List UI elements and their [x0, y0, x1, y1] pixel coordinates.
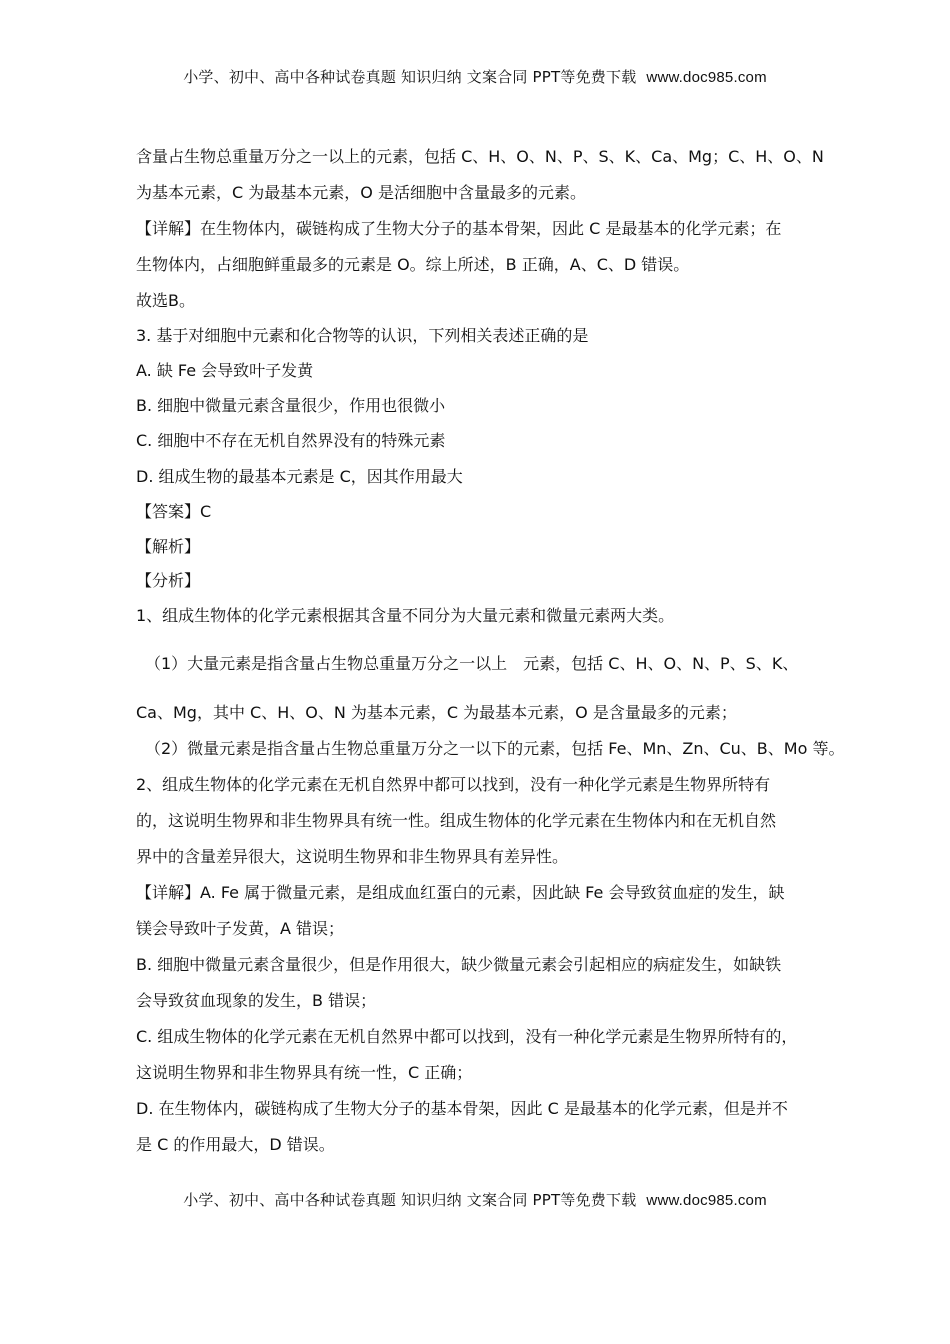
option-a: A. 缺 Fe 会导致叶子发黄 — [136, 361, 314, 380]
text-line: 生物体内，占细胞鲜重最多的元素是 O。综上所述，B 正确，A、C、D 错误。 — [136, 255, 690, 274]
section-heading: 【解析】 — [136, 537, 201, 556]
text-line: Ca、Mg，其中 C、H、O、N 为基本元素，C 为最基本元素，O 是含量最多的元素； — [136, 703, 737, 722]
option-b: B. 细胞中微量元素含量很少，作用也很微小 — [136, 396, 446, 415]
text-line: B. 细胞中微量元素含量很少，但是作用很大，缺少微量元素会引起相应的病症发生，如缺铁 — [136, 955, 782, 974]
option-c: C. 细胞中不存在无机自然界没有的特殊元素 — [136, 431, 446, 450]
option-d: D. 组成生物的最基本元素是 C，因其作用最大 — [136, 467, 463, 486]
header-text: 小学、初中、高中各种试卷真题 知识归纳 文案合同 PPT等免费下载 — [183, 68, 637, 86]
footer-text: 小学、初中、高中各种试卷真题 知识归纳 文案合同 PPT等免费下载 — [183, 1191, 637, 1209]
text-line: 这说明生物界和非生物界具有统一性，C 正确； — [136, 1063, 473, 1082]
question-stem: 3. 基于对细胞中元素和化合物等的认识，下列相关表述正确的是 — [136, 326, 589, 345]
text-line: 是 C 的作用最大，D 错误。 — [136, 1135, 335, 1154]
text-line: （2）微量元素是指含量占生物总重量万分之一以下的元素，包括 Fe、Mn、Zn、Cu、B、Mo 等。 — [145, 739, 845, 758]
page-header — [0, 66, 950, 87]
text-line: D. 在生物体内，碳链构成了生物大分子的基本骨架，因此 C 是最基本的化学元素，但是并不 — [136, 1099, 788, 1118]
text-line: 【详解】A. Fe 属于微量元素，是组成血红蛋白的元素，因此缺 Fe 会导致贫血症的发生，缺 — [136, 883, 785, 902]
text-line: 会导致贫血现象的发生，B 错误； — [136, 991, 377, 1010]
text-line: 2、组成生物体的化学元素在无机自然界中都可以找到，没有一种化学元素是生物界所特有 — [136, 775, 771, 794]
footer-site-link[interactable]: www.doc985.com — [646, 1192, 767, 1209]
text-line: 镁会导致叶子发黄，A 错误； — [136, 919, 345, 938]
page-footer — [0, 1189, 950, 1210]
text-line: 【详解】在生物体内，碳链构成了生物大分子的基本骨架，因此 C 是最基本的化学元素；在 — [136, 219, 782, 238]
header-site-link[interactable]: www.doc985.com — [646, 69, 767, 86]
text-line: 故选B。 — [136, 291, 195, 310]
answer-line: 【答案】C — [136, 502, 212, 521]
text-line: （1）大量元素是指含量占生物总重量万分之一以上 元素，包括 C、H、O、N、P、S、K、 — [145, 654, 799, 673]
text-line: C. 组成生物体的化学元素在无机自然界中都可以找到，没有一种化学元素是生物界所特有的， — [136, 1027, 798, 1046]
text-line: 1、组成生物体的化学元素根据其含量不同分为大量元素和微量元素两大类。 — [136, 606, 675, 625]
text-line: 界中的含量差异很大，这说明生物界和非生物界具有差异性。 — [136, 847, 569, 866]
text-line: 为基本元素，C 为最基本元素，O 是活细胞中含量最多的元素。 — [136, 183, 586, 202]
section-heading: 【分析】 — [136, 571, 201, 590]
text-line: 含量占生物总重量万分之一以上的元素，包括 C、H、O、N、P、S、K、Ca、Mg；C、H、O、N — [136, 147, 824, 166]
text-line: 的，这说明生物界和非生物界具有统一性。组成生物体的化学元素在生物体内和在无机自然 — [136, 811, 777, 830]
